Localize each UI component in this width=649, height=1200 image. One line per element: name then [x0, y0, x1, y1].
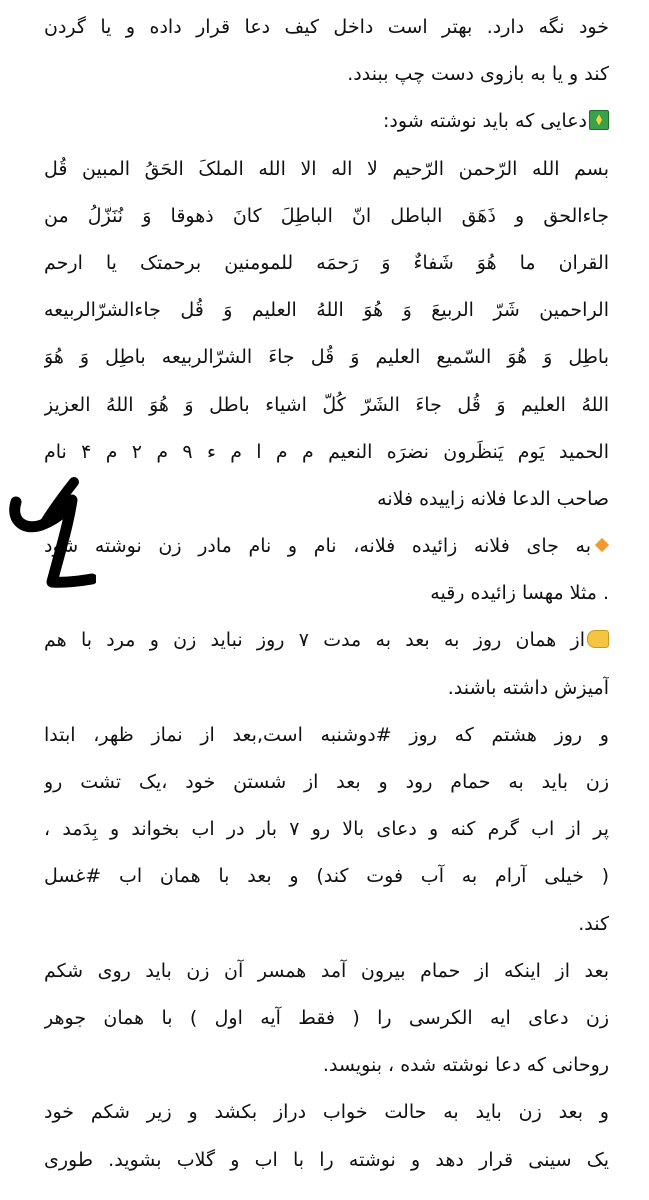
instruction-text: از همان روز به بعد به مدت ۷ روز نباید زن و مرد با هم	[44, 629, 585, 652]
text-line-3	[44, 98, 609, 145]
text-line-25: یک سینی قرار دهد و نوشته را با اب و گلاب بشوید. طوری	[44, 1148, 609, 1171]
text-line-9: اللهُ العلیم وَ قُل جاءَ الشَرّ کُلّ اشیاء باطل وَ هُوَ اللهُ العزیز	[44, 393, 609, 416]
text-line-23: روحانی که دعا نوشته شده ، بنویسد.	[322, 1054, 609, 1077]
handwritten-number-two-mark	[4, 470, 96, 600]
text-line-5: جاءالحق و ذَهَق الباطل انّ الباطِلَ کانَ ذهوقا وَ نُنَزّلُ من	[44, 204, 609, 227]
orange-diamond-icon	[595, 538, 609, 552]
text-line-4: بسم الله الرّحمن الرّحیم لا اله الا الله الملکَ الحَقُ المبین قُل	[44, 157, 609, 180]
note-text: به جای فلانه زائیده فلانه، نام و نام مادر زن نوشته شود	[44, 535, 591, 558]
text-line-1: خود نگه دارد. بهتر است داخل کیف دعا قرار داده و یا گردن	[44, 16, 609, 38]
text-line-13: . مثلا مهسا زائیده رقیه	[430, 582, 609, 605]
text-line-24: و بعد زن باید به حالت خواب دراز بکشد و زیر شکم خود	[44, 1101, 609, 1124]
text-line-12	[44, 523, 609, 570]
text-line-11: صاحب الدعا فلانه زاییده فلانه	[377, 487, 609, 510]
text-line-14	[44, 617, 609, 664]
text-line-22: زن دعای ایه الکرسی را ( فقط آیه اول ) با همان جوهر	[44, 1006, 609, 1029]
green-beginner-icon	[589, 110, 609, 130]
text-line-8: باطِل وَ هُوَ السّمیع العلیم وَ قُل جاءَ الشرّالربیعه باطِل وَ هُوَ	[44, 346, 609, 369]
text-line-6: القران ما هُوَ شَفاءٌ وَ رَحمَه للمومنین برحمتک یا ارحم	[44, 251, 609, 274]
text-line-15: آمیزش داشته باشند.	[447, 676, 609, 699]
text-line-20: کند.	[578, 912, 609, 935]
text-line-17: زن باید به حمام رود و بعد از شستن خود ،یک تشت رو	[44, 771, 609, 793]
text-line-19: ( خیلی آرام به آب فوت کند) و بعد با همان اب #غسل	[44, 865, 609, 888]
text-line-2: کند و یا به بازوی دست چپ ببندد.	[347, 63, 609, 86]
text-line-21: بعد از اینکه از حمام بیرون آمد همسر آن زن باید روی شکم	[44, 959, 609, 982]
text-line-18: پر از اب گرم کنه و دعای بالا رو ۷ بار در اب بخواند و بِدَمد ،	[44, 818, 609, 841]
pointing-hand-icon	[587, 630, 609, 648]
text-line-7: الراحمین شَرّ الربیعَ وَ هُوَ اللهُ العلیم وَ قُل جاءالشرّالربیعه	[44, 299, 609, 322]
text-line-16: و روز هشتم که روز #دوشنبه است,بعد از نماز ظهر، ابتدا	[44, 723, 609, 746]
prayer-heading: دعایی که باید نوشته شود:	[383, 110, 587, 133]
text-line-10: الحمید یَوم یَنظَرون نضرَه النعیم م م ا م ء ۹ م ۲ م ۴ نام	[44, 440, 609, 463]
